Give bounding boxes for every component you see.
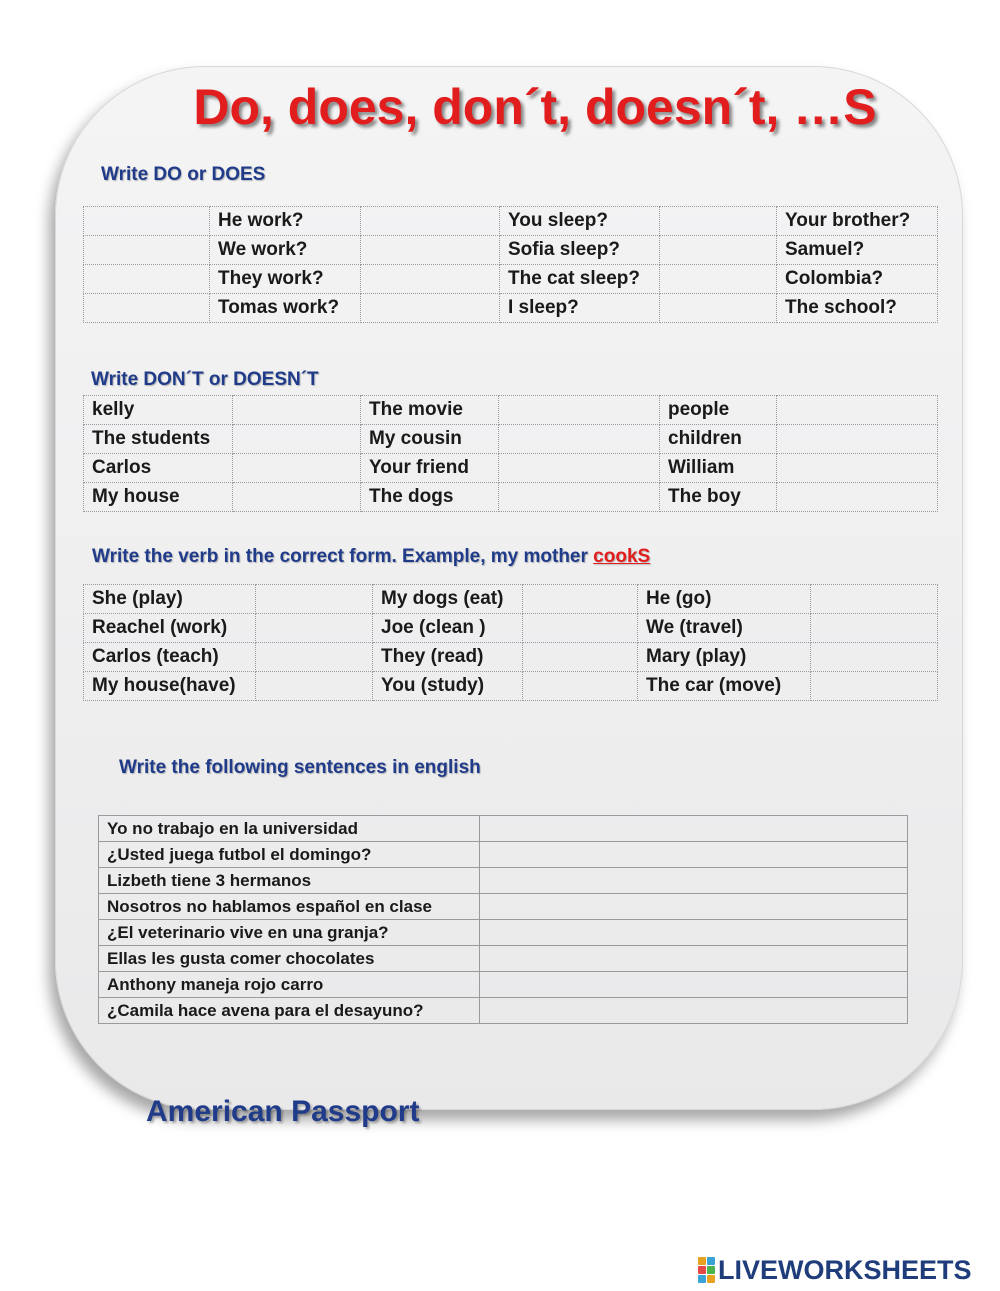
answer-blank[interactable] xyxy=(499,425,660,454)
table-row xyxy=(99,972,908,998)
table-row xyxy=(84,483,938,512)
answer-blank[interactable] xyxy=(84,265,210,294)
prompt-cell: My dogs (eat) xyxy=(373,585,523,614)
prompt-cell: We (travel) xyxy=(638,614,811,643)
prompt-cell: He work? xyxy=(210,207,361,236)
prompt-cell: The students xyxy=(84,425,233,454)
prompt-cell: The cat sleep? xyxy=(500,265,660,294)
answer-blank[interactable] xyxy=(233,483,361,512)
answer-blank[interactable] xyxy=(256,672,373,701)
translation-blank[interactable] xyxy=(480,816,908,842)
prompt-cell: Mary (play) xyxy=(638,643,811,672)
table-row xyxy=(84,454,938,483)
prompt-cell: people xyxy=(660,396,777,425)
answer-blank[interactable] xyxy=(256,585,373,614)
answer-blank[interactable] xyxy=(660,294,777,323)
answer-blank[interactable] xyxy=(660,265,777,294)
translation-table xyxy=(98,815,908,1024)
answer-blank[interactable] xyxy=(361,294,500,323)
table-row xyxy=(99,998,908,1024)
liveworksheets-text: LIVEWORKSHEETS xyxy=(718,1254,972,1285)
spanish-sentence: Ellas les gusta comer chocolates xyxy=(99,946,480,972)
spanish-sentence: ¿Usted juega futbol el domingo? xyxy=(99,842,480,868)
translation-blank[interactable] xyxy=(480,946,908,972)
prompt-cell: The boy xyxy=(660,483,777,512)
prompt-cell: My house xyxy=(84,483,233,512)
spanish-sentence: Yo no trabajo en la universidad xyxy=(99,816,480,842)
prompt-cell: The car (move) xyxy=(638,672,811,701)
liveworksheets-logo[interactable] xyxy=(698,1254,972,1286)
prompt-cell: Carlos (teach) xyxy=(84,643,256,672)
answer-blank[interactable] xyxy=(361,265,500,294)
section1-heading: Write DO or DOES xyxy=(101,164,266,185)
answer-blank[interactable] xyxy=(84,294,210,323)
prompt-cell: I sleep? xyxy=(500,294,660,323)
table-row xyxy=(99,920,908,946)
prompt-cell: children xyxy=(660,425,777,454)
table-row xyxy=(84,614,938,643)
answer-blank[interactable] xyxy=(256,614,373,643)
spanish-sentence: Anthony maneja rojo carro xyxy=(99,972,480,998)
prompt-cell: The dogs xyxy=(361,483,499,512)
prompt-cell: You (study) xyxy=(373,672,523,701)
verb-form-table xyxy=(83,584,938,701)
section4-heading: Write the following sentences in english xyxy=(119,757,481,778)
section3-heading-text: Write the verb in the correct form. Example, my mother xyxy=(92,546,594,567)
prompt-cell: William xyxy=(660,454,777,483)
table-row xyxy=(84,265,938,294)
page-title: Do, does, don´t, doesn´t, …S xyxy=(193,79,877,135)
answer-blank[interactable] xyxy=(233,425,361,454)
answer-blank[interactable] xyxy=(84,236,210,265)
answer-blank[interactable] xyxy=(233,454,361,483)
spanish-sentence: ¿El veterinario vive en una granja? xyxy=(99,920,480,946)
table-row xyxy=(99,894,908,920)
prompt-cell: Tomas work? xyxy=(210,294,361,323)
section2-heading: Write DON´T or DOESN´T xyxy=(91,369,319,390)
prompt-cell: The movie xyxy=(361,396,499,425)
do-does-table xyxy=(83,206,938,323)
prompt-cell: Your friend xyxy=(361,454,499,483)
prompt-cell: We work? xyxy=(210,236,361,265)
answer-blank[interactable] xyxy=(660,236,777,265)
answer-blank[interactable] xyxy=(811,614,938,643)
table-row xyxy=(99,842,908,868)
answer-blank[interactable] xyxy=(361,207,500,236)
translation-blank[interactable] xyxy=(480,972,908,998)
table-row xyxy=(84,672,938,701)
prompt-cell: My cousin xyxy=(361,425,499,454)
prompt-cell: Sofia sleep? xyxy=(500,236,660,265)
answer-blank[interactable] xyxy=(361,236,500,265)
answer-blank[interactable] xyxy=(811,672,938,701)
answer-blank[interactable] xyxy=(233,396,361,425)
answer-blank[interactable] xyxy=(777,425,938,454)
dont-doesnt-table xyxy=(83,395,938,512)
answer-blank[interactable] xyxy=(499,396,660,425)
section3-heading xyxy=(92,546,650,568)
answer-blank[interactable] xyxy=(777,396,938,425)
table-row xyxy=(84,425,938,454)
spanish-sentence: Lizbeth tiene 3 hermanos xyxy=(99,868,480,894)
answer-blank[interactable] xyxy=(660,207,777,236)
table-row xyxy=(84,207,938,236)
prompt-cell: The school? xyxy=(777,294,938,323)
prompt-cell: Samuel? xyxy=(777,236,938,265)
table-row xyxy=(99,868,908,894)
spanish-sentence: ¿Camila hace avena para el desayuno? xyxy=(99,998,480,1024)
translation-blank[interactable] xyxy=(480,894,908,920)
answer-blank[interactable] xyxy=(777,454,938,483)
translation-blank[interactable] xyxy=(480,998,908,1024)
brand-name: American Passport xyxy=(146,1095,420,1128)
prompt-cell: Joe (clean ) xyxy=(373,614,523,643)
answer-blank[interactable] xyxy=(523,672,638,701)
answer-blank[interactable] xyxy=(256,643,373,672)
prompt-cell: kelly xyxy=(84,396,233,425)
prompt-cell: Carlos xyxy=(84,454,233,483)
spanish-sentence: Nosotros no hablamos español en clase xyxy=(99,894,480,920)
prompt-cell: Reachel (work) xyxy=(84,614,256,643)
prompt-cell: You sleep? xyxy=(500,207,660,236)
example-word: cookS xyxy=(593,546,651,567)
prompt-cell: They work? xyxy=(210,265,361,294)
prompt-cell: Colombia? xyxy=(777,265,938,294)
prompt-cell: Your brother? xyxy=(777,207,938,236)
prompt-cell: He (go) xyxy=(638,585,811,614)
prompt-cell: They (read) xyxy=(373,643,523,672)
table-row xyxy=(84,585,938,614)
answer-blank[interactable] xyxy=(523,614,638,643)
table-row xyxy=(84,294,938,323)
liveworksheets-icon xyxy=(698,1257,715,1283)
table-row xyxy=(84,236,938,265)
answer-blank[interactable] xyxy=(811,643,938,672)
table-row xyxy=(84,396,938,425)
answer-blank[interactable] xyxy=(523,585,638,614)
translation-blank[interactable] xyxy=(480,920,908,946)
answer-blank[interactable] xyxy=(523,643,638,672)
translation-blank[interactable] xyxy=(480,868,908,894)
table-row xyxy=(99,816,908,842)
answer-blank[interactable] xyxy=(499,483,660,512)
answer-blank[interactable] xyxy=(84,207,210,236)
answer-blank[interactable] xyxy=(499,454,660,483)
table-row xyxy=(99,946,908,972)
answer-blank[interactable] xyxy=(777,483,938,512)
translation-blank[interactable] xyxy=(480,842,908,868)
prompt-cell: My house(have) xyxy=(84,672,256,701)
answer-blank[interactable] xyxy=(811,585,938,614)
table-row xyxy=(84,643,938,672)
prompt-cell: She (play) xyxy=(84,585,256,614)
